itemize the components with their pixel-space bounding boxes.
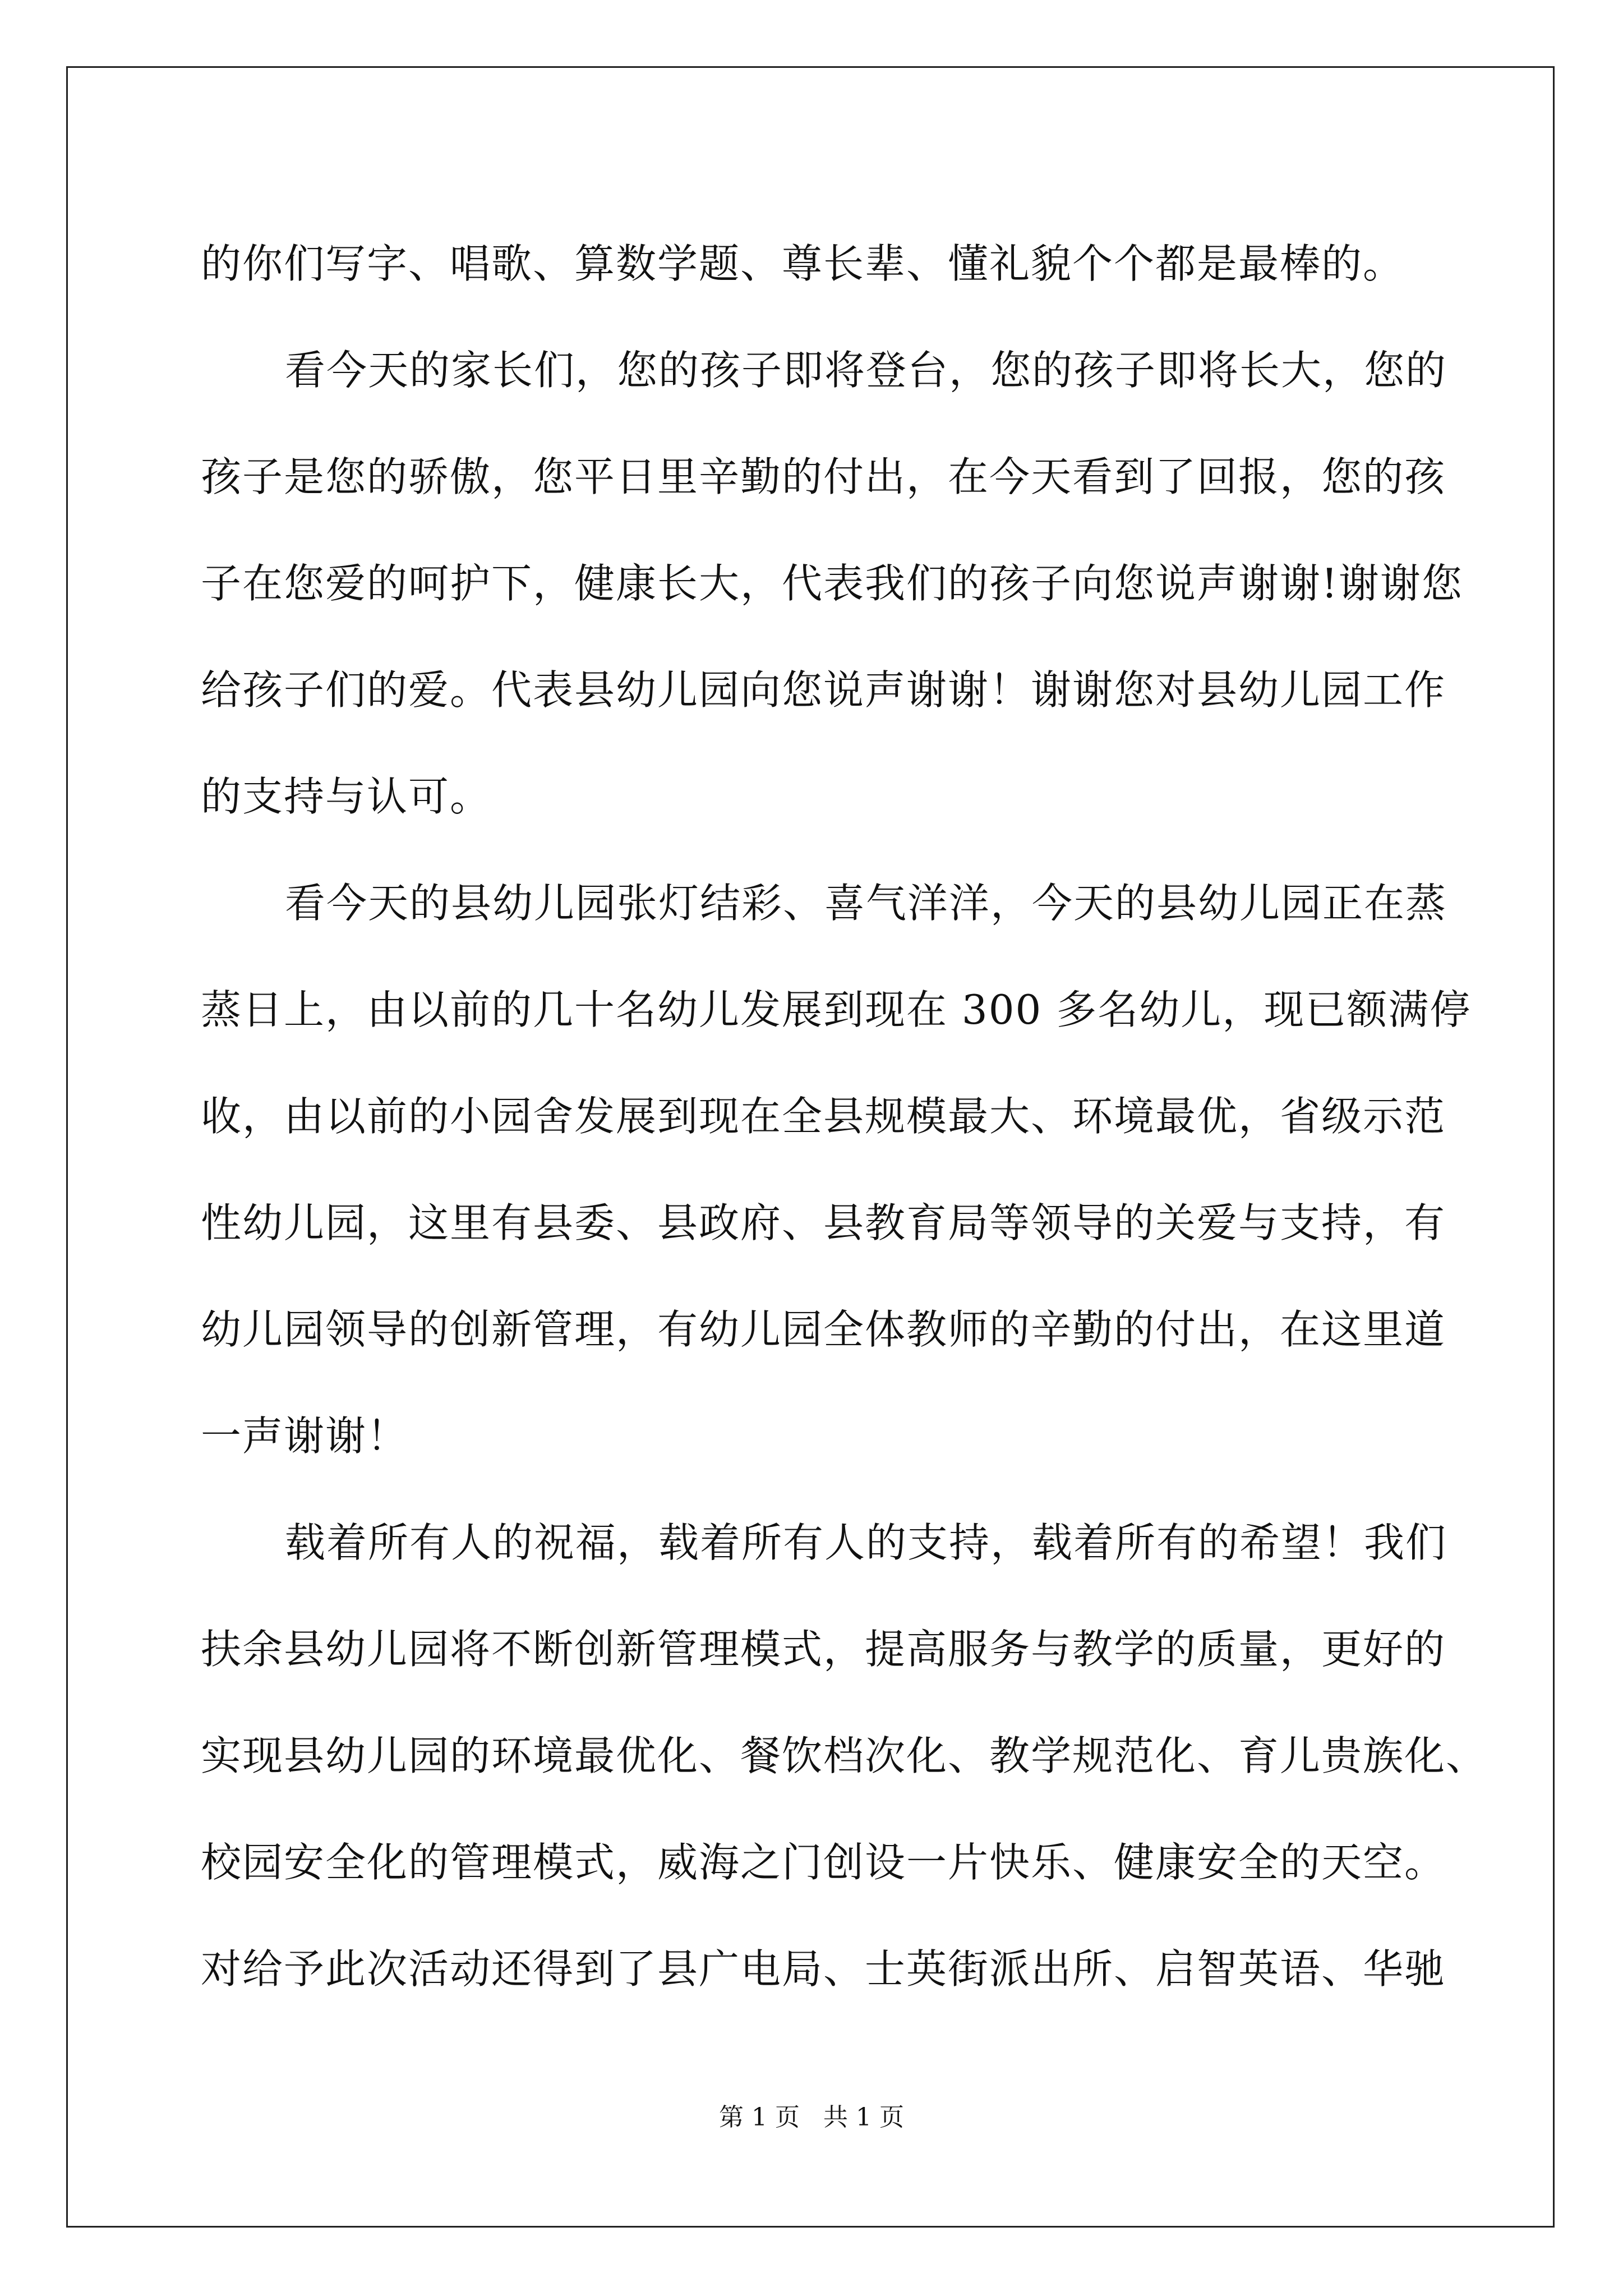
text-line: 收，由以前的小园舍发展到现在全县规模最大、环境最优，省级示范 — [201, 1093, 1446, 1140]
text-line: 实现县幼儿园的环境最优化、餐饮档次化、教学规范化、育儿贵族化、 — [201, 1732, 1488, 1779]
page-footer — [0, 2101, 1623, 2134]
text-line: 给孩子们的爱。代表县幼儿园向您说声谢谢！谢谢您对县幼儿园工作 — [201, 666, 1446, 714]
text-line: 的你们写字、唱歌、算数学题、尊长辈、懂礼貌个个都是最棒的。 — [201, 240, 1405, 287]
text-line: 幼儿园领导的创新管理，有幼儿园全体教师的辛勤的付出，在这里道 — [201, 1306, 1446, 1353]
text-line: 看今天的县幼儿园张灯结彩、喜气洋洋，今天的县幼儿园正在蒸 — [285, 880, 1447, 927]
text-line: 校园安全化的管理模式，威海之门创设一片快乐、健康安全的天空。 — [201, 1839, 1446, 1886]
page-total: 共 1 页 — [823, 2103, 904, 2132]
text-line: 蒸日上，由以前的几十名幼儿发展到现在 300 多名幼儿，现已额满停 — [201, 986, 1472, 1033]
text-line: 性幼儿园，这里有县委、县政府、县教育局等领导的关爱与支持，有 — [201, 1199, 1446, 1246]
text-line: 扶余县幼儿园将不断创新管理模式，提高服务与教学的质量，更好的 — [201, 1626, 1446, 1673]
text-line: 孩子是您的骄傲，您平日里辛勤的付出，在今天看到了回报，您的孩 — [201, 453, 1446, 500]
document-body — [201, 210, 1488, 2022]
text-line: 载着所有人的祝福，载着所有人的支持，载着所有的希望！我们 — [285, 1519, 1447, 1566]
text-line: 看今天的家长们，您的孩子即将登台，您的孩子即将长大，您的 — [285, 347, 1447, 394]
text-line: 的支持与认可。 — [201, 773, 492, 820]
page-number: 第 1 页 — [719, 2103, 800, 2132]
text-line: 子在您爱的呵护下，健康长大，代表我们的孩子向您说声谢谢!谢谢您 — [201, 560, 1463, 607]
text-line: 对给予此次活动还得到了县广电局、士英街派出所、启智英语、华驰 — [201, 1945, 1446, 1993]
text-line: 一声谢谢！ — [201, 1412, 409, 1460]
